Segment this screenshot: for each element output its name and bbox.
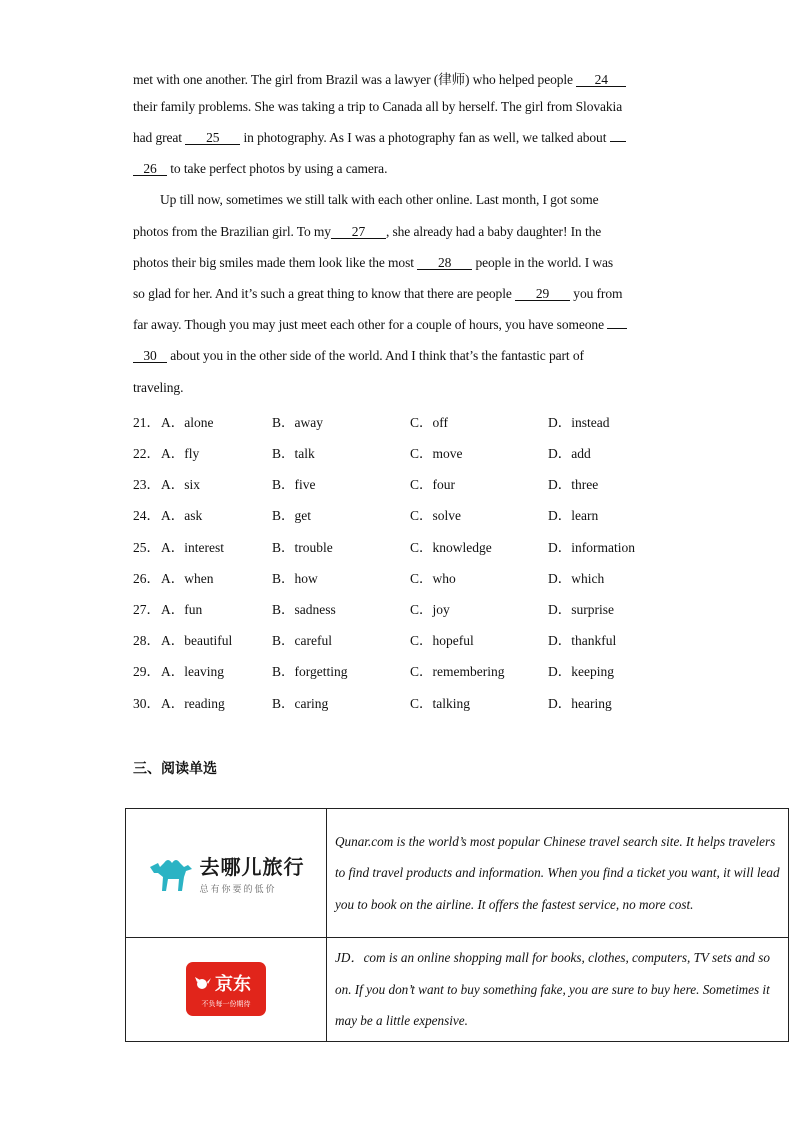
option-b[interactable]: B．forgetting — [272, 664, 348, 679]
camel-icon — [148, 853, 194, 893]
option-a[interactable]: A．six — [161, 477, 201, 492]
option-a[interactable]: A．when — [161, 571, 214, 586]
option-a[interactable]: A．fun — [161, 602, 203, 617]
question-number: 28． — [133, 633, 160, 648]
passage-text: you from — [570, 286, 623, 301]
jd-logo-slogan: 不负每一份期待 — [201, 999, 251, 1008]
option-b[interactable]: B．talk — [272, 446, 315, 461]
option-c[interactable]: C．remembering — [410, 664, 505, 679]
option-c[interactable]: C．talking — [410, 696, 470, 711]
option-c[interactable]: C．move — [410, 446, 463, 461]
blank-29: 29 — [515, 287, 570, 301]
question-number: 25． — [133, 540, 160, 555]
jd-logo-name: 京东 — [215, 973, 251, 995]
qunar-description — [327, 809, 789, 938]
passage-line — [133, 161, 387, 177]
passage-line — [160, 192, 599, 208]
passage-line — [133, 317, 627, 333]
passage-text: photos their big smiles made them look like the most — [133, 255, 418, 270]
option-a[interactable]: A．beautiful — [161, 633, 233, 648]
blank-28: 28 — [417, 256, 472, 270]
option-c[interactable]: C．who — [410, 571, 456, 586]
option-d[interactable]: D．information — [548, 540, 635, 555]
passage-line — [133, 348, 584, 364]
passage-text: to take perfect photos by using a camera. — [167, 161, 388, 176]
passage-line — [133, 99, 622, 115]
option-a[interactable]: A．reading — [161, 696, 225, 711]
qunar-logo-name: 去哪儿旅行 — [199, 855, 305, 879]
dog-icon — [194, 976, 212, 990]
passage-line — [133, 224, 601, 240]
blank-25: 25 — [185, 131, 240, 145]
jd-logo — [126, 939, 326, 1039]
question-number: 30． — [133, 696, 160, 711]
passage-text: traveling. — [133, 380, 184, 395]
passage-line — [133, 68, 626, 88]
blank-24: 24 — [576, 73, 626, 87]
blank-27: 27 — [331, 225, 386, 239]
jd-badge — [186, 962, 266, 1016]
option-d[interactable]: D．thankful — [548, 633, 617, 648]
passage-line — [133, 286, 622, 302]
passage-text: their family problems. She was taking a trip to Canada all by herself. The girl from Slovakia — [133, 99, 623, 114]
option-d[interactable]: D．instead — [548, 415, 610, 430]
option-a[interactable]: A．ask — [161, 508, 203, 523]
option-c[interactable]: C．knowledge — [410, 540, 492, 555]
option-b[interactable]: B．how — [272, 571, 318, 586]
passage-text: met with one another. The girl from Brazil was a lawyer (律师) who helped people — [133, 72, 577, 87]
passage-text: photos from the Brazilian girl. To my — [133, 224, 331, 239]
option-d[interactable]: D．add — [548, 446, 591, 461]
option-d[interactable]: D．keeping — [548, 664, 614, 679]
qunar-logo — [126, 809, 326, 937]
passage-line — [133, 380, 183, 396]
section-title: 三、阅读单选 — [133, 760, 217, 776]
option-b[interactable]: B．five — [272, 477, 316, 492]
option-d[interactable]: D．hearing — [548, 696, 612, 711]
blank-26: 26 — [133, 162, 167, 176]
option-b[interactable]: B．get — [272, 508, 311, 523]
option-c[interactable]: C．off — [410, 415, 449, 430]
passage-line — [133, 255, 613, 271]
option-a[interactable]: A．fly — [161, 446, 200, 461]
passage-text: had great — [133, 130, 186, 145]
option-c[interactable]: C．joy — [410, 602, 450, 617]
qunar-text: Qunar.com is the world’s most popular Chinese travel search site. It helps travelers to find travel products and information. When you find a ticket you want, it will lead you to book on the airline. It offers the fastest service, no more cost. — [335, 833, 780, 912]
ad-row-qunar — [126, 809, 789, 938]
option-b[interactable]: B．away — [272, 415, 323, 430]
jd-text: JD．com is an online shopping mall for books, clothes, computers, TV sets and so on. If you don’t want to buy something fake, you are sure to buy here. Sometimes it may be a little expensive. — [335, 950, 770, 1028]
option-b[interactable]: B．careful — [272, 633, 332, 648]
passage-text: in photography. As I was a photography fan as well, we talked about — [240, 130, 610, 145]
option-c[interactable]: C．four — [410, 477, 455, 492]
option-d[interactable]: D．which — [548, 571, 605, 586]
question-number: 29． — [133, 664, 160, 679]
ad-row-jd — [126, 938, 789, 1042]
option-b[interactable]: B．trouble — [272, 540, 333, 555]
option-a[interactable]: A．alone — [161, 415, 214, 430]
passage-text: about you in the other side of the world. And I think that’s the fantastic part of — [167, 348, 584, 363]
question-number: 26． — [133, 571, 160, 586]
passage-text: , she already had a baby daughter! In the — [385, 224, 602, 239]
question-number: 24． — [133, 508, 160, 523]
option-c[interactable]: C．solve — [410, 508, 462, 523]
option-c[interactable]: C．hopeful — [410, 633, 474, 648]
question-number: 27． — [133, 602, 160, 617]
passage-text: far away. Though you may just meet each other for a couple of hours, you have someone — [133, 317, 608, 332]
blank-30-start — [607, 328, 627, 329]
option-a[interactable]: A．leaving — [161, 664, 224, 679]
passage-text: so glad for her. And it’s such a great thing to know that there are people — [133, 286, 516, 301]
ads-table — [125, 808, 789, 1042]
question-number: 22． — [133, 446, 160, 461]
jd-logo-cell — [126, 938, 327, 1042]
passage-text: people in the world. I was — [472, 255, 614, 270]
jd-description — [327, 938, 789, 1042]
passage-text: Up till now, sometimes we still talk with each other online. Last month, I got some — [160, 192, 599, 207]
blank-30: 30 — [133, 349, 167, 363]
option-d[interactable]: D．surprise — [548, 602, 614, 617]
passage-line — [133, 130, 626, 146]
question-number: 21． — [133, 415, 160, 430]
option-d[interactable]: D．three — [548, 477, 599, 492]
qunar-logo-slogan: 总有你要的低价 — [199, 885, 277, 895]
question-number: 23． — [133, 477, 160, 492]
option-d[interactable]: D．learn — [548, 508, 599, 523]
blank-26-start — [610, 141, 626, 142]
option-b[interactable]: B．caring — [272, 696, 329, 711]
qunar-logo-cell — [126, 809, 327, 938]
option-a[interactable]: A．interest — [161, 540, 224, 555]
option-b[interactable]: B．sadness — [272, 602, 336, 617]
